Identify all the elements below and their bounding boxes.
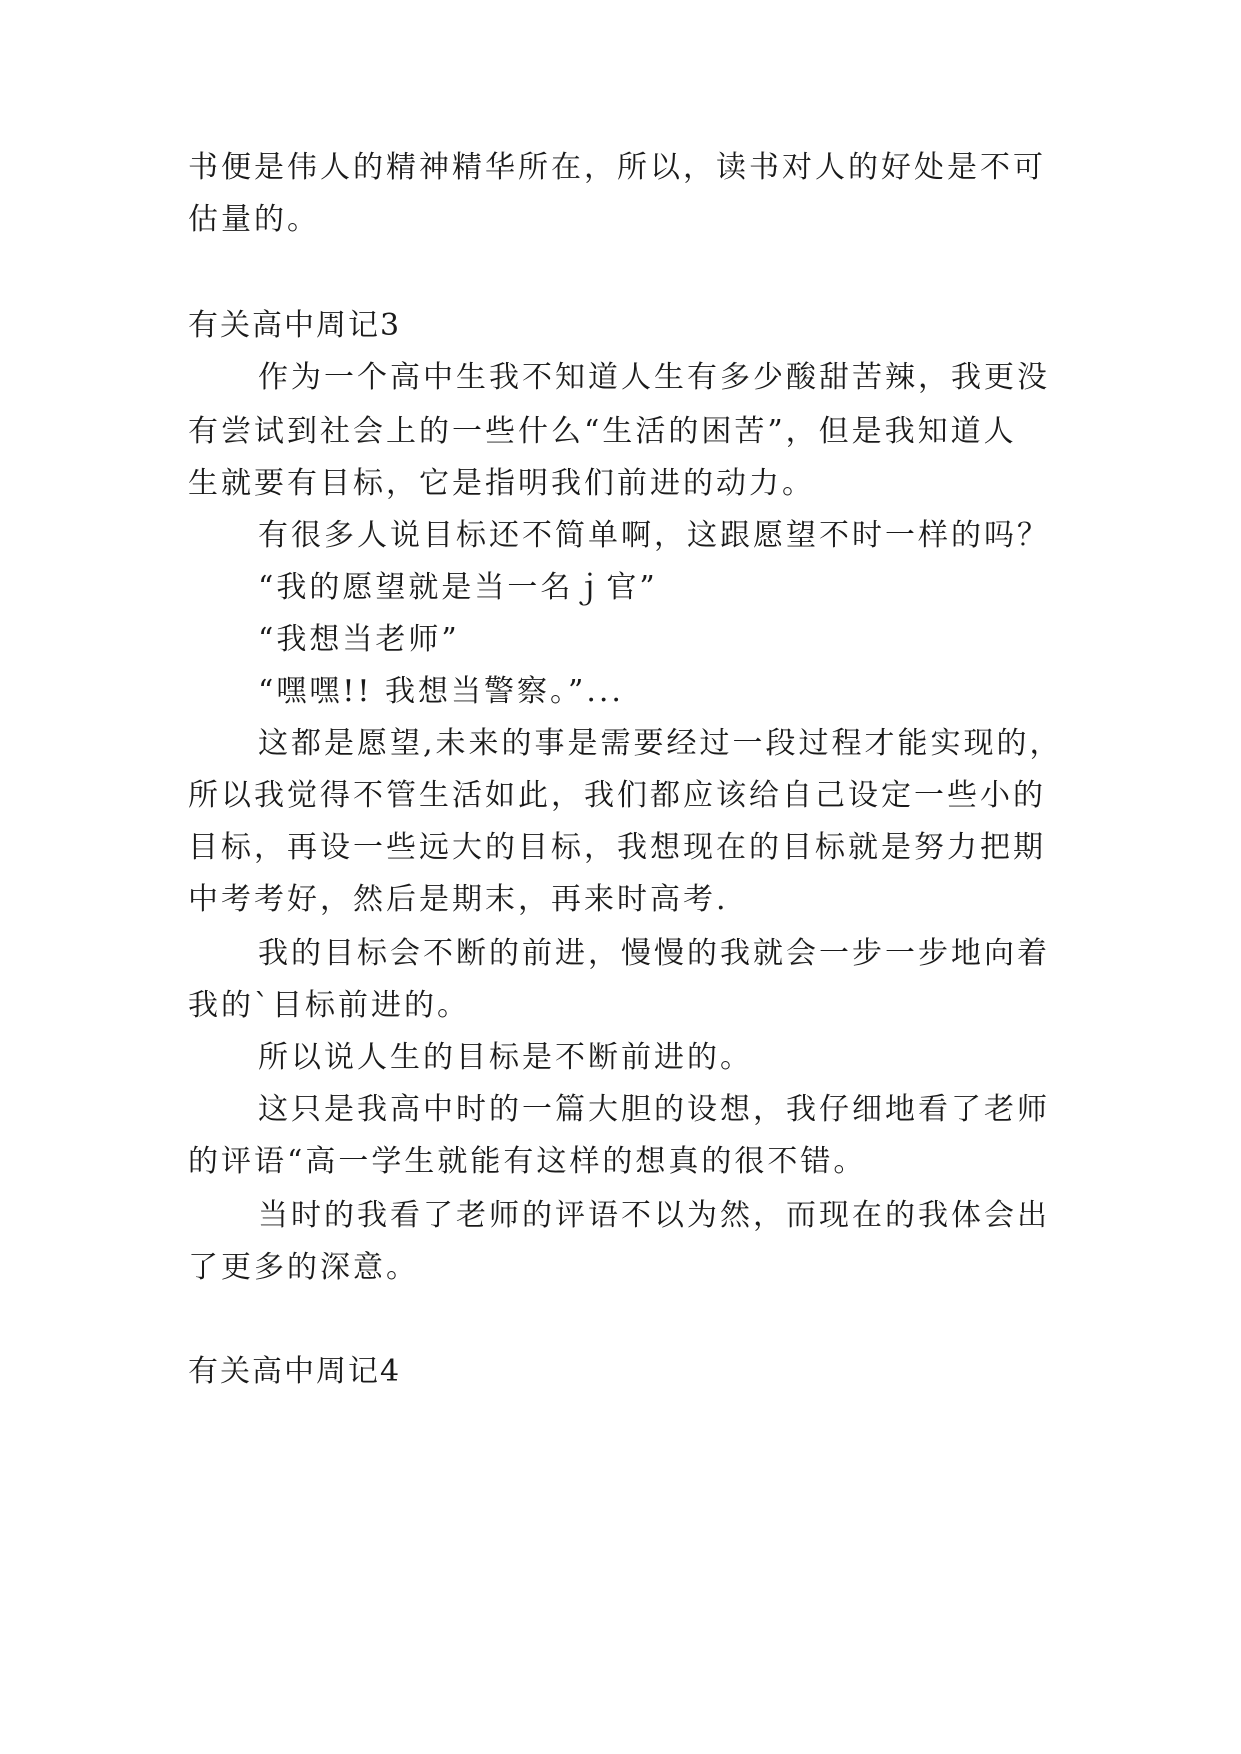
- paragraph-line: “我想当老师”: [258, 622, 460, 657]
- paragraph-line: “嘿嘿!! 我想当警察。”...: [258, 674, 624, 709]
- section-heading-3: 有关高中周记3: [188, 308, 402, 343]
- paragraph-line: 我的`目标前进的。: [188, 988, 470, 1023]
- intro-line-1: 书便是伟人的精神精华所在，所以，读书对人的好处是不可: [188, 150, 1046, 185]
- paragraph-line: 这只是我高中时的一篇大胆的设想，我仔细地看了老师: [258, 1092, 1050, 1127]
- paragraph-line: 了更多的深意。: [188, 1250, 419, 1285]
- paragraph-line: 中考考好，然后是期末，再来时高考.: [188, 882, 729, 917]
- paragraph-line: 生就要有目标，它是指明我们前进的动力。: [188, 466, 815, 501]
- intro-line-2: 估量的。: [188, 202, 320, 237]
- paragraph-line: 这都是愿望,未来的事是需要经过一段过程才能实现的，: [258, 726, 1063, 761]
- section-heading-4: 有关高中周记4: [188, 1354, 402, 1389]
- paragraph-line: 目标，再设一些远大的目标，我想现在的目标就是努力把期: [188, 830, 1046, 865]
- paragraph-line: 我的目标会不断的前进，慢慢的我就会一步一步地向着: [258, 936, 1050, 971]
- paragraph-line: 作为一个高中生我不知道人生有多少酸甜苦辣，我更没: [258, 360, 1050, 395]
- paragraph-line: 所以说人生的目标是不断前进的。: [258, 1040, 753, 1075]
- paragraph-line: 的评语“高一学生就能有这样的想真的很不错。: [188, 1144, 867, 1179]
- paragraph-line: 有尝试到社会上的一些什么“生活的困苦”，但是我知道人: [188, 414, 1017, 449]
- paragraph-line: 当时的我看了老师的评语不以为然，而现在的我体会出: [258, 1198, 1050, 1233]
- paragraph-line: 有很多人说目标还不简单啊，这跟愿望不时一样的吗？: [258, 518, 1050, 553]
- paragraph-line: “我的愿望就是当一名ｊ官”: [258, 570, 658, 605]
- paragraph-line: 所以我觉得不管生活如此，我们都应该给自己设定一些小的: [188, 778, 1046, 813]
